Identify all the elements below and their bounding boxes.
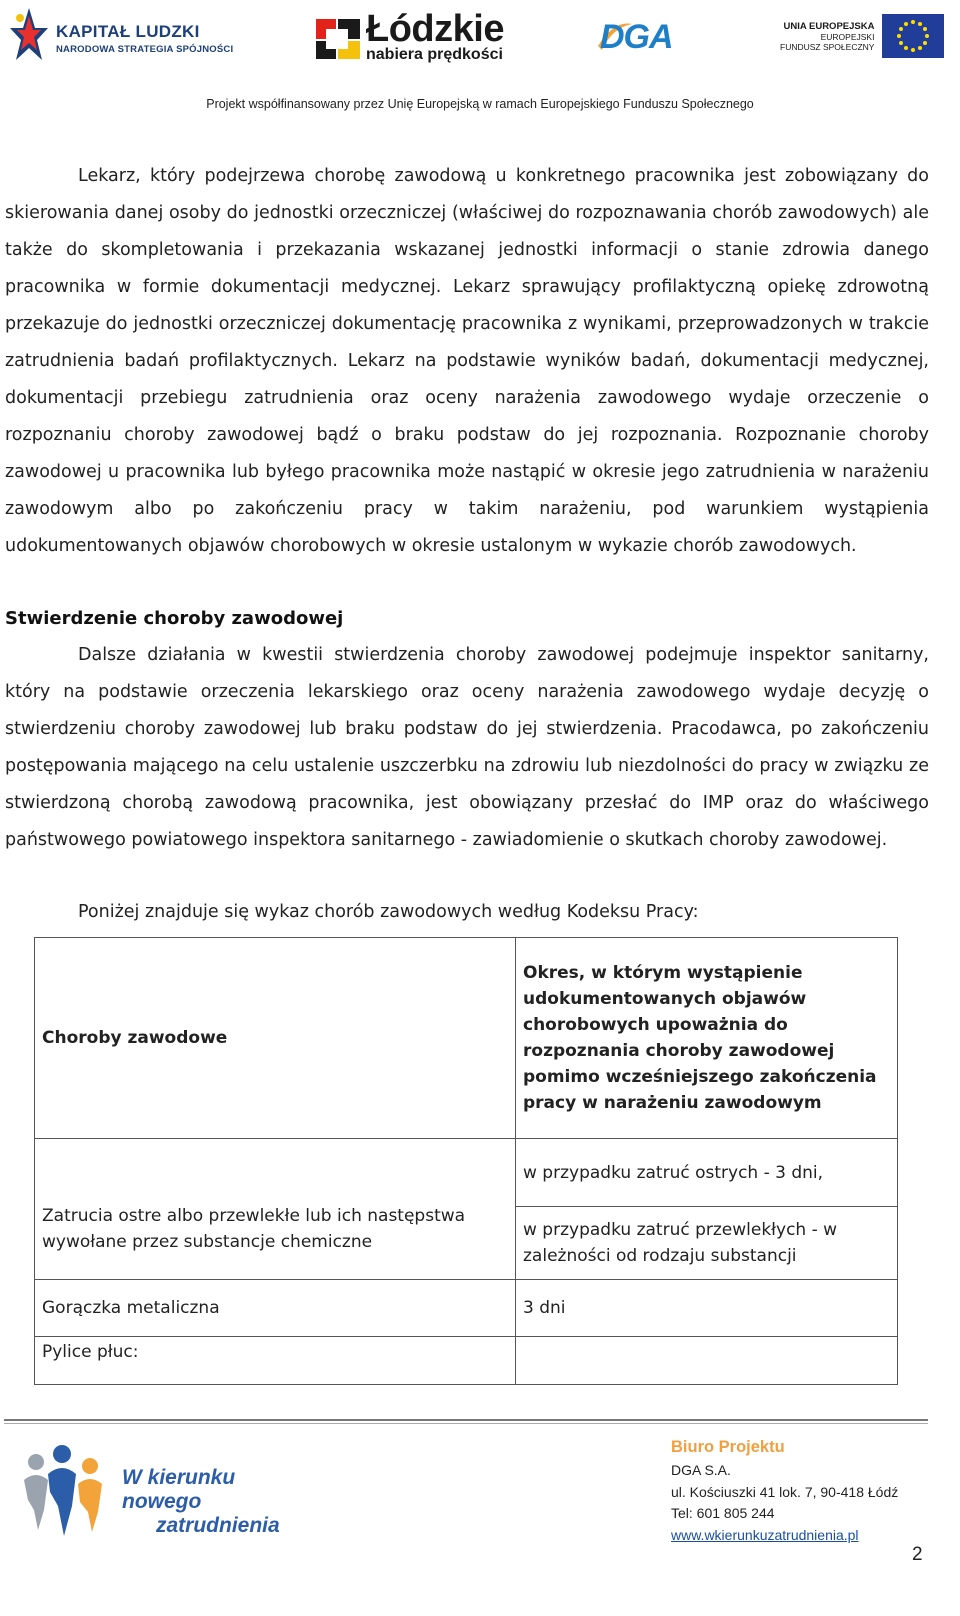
office-phone: Tel: 601 805 244	[671, 1505, 775, 1521]
table-row	[35, 1139, 898, 1207]
lodzkie-subtitle: nabiera prędkości	[366, 46, 503, 63]
w-kierunku-logo	[14, 1440, 314, 1540]
paragraph-confirmation	[5, 637, 929, 859]
kapital-ludzki-star-icon	[8, 6, 50, 70]
website-link[interactable]: www.wkierunkuzatrudnienia.pl	[671, 1526, 859, 1543]
paragraph-1-text: Lekarz, który podejrzewa chorobę zawodową u konkretnego pracownika jest zobowiązany do skierowania danej osoby do jednostki orzeczniczej (właściwej do rozpoznawania chorób zawodowych) ale także do skompletowania i przekazania wskazanej jednostki informacji o stanie zdrowia danego pracownika w formie dokumentacji medycznej. Lekarz sprawujący profilaktyczną opiekę zdrowotną przekazuje do jednostki orzeczniczej dokumentację pracownika z wynikami, przeprowadzonych w trakcie zatrudnienia badań profilaktycznych. Lekarz na podstawie wyników badań, dokumentacji medycznej, dokumentacji przebiegu zatrudnienia oraz oceny narażenia zawodowego wydaje orzeczenie o rozpoznaniu choroby zawodowej bądź o braku podstaw do jej rozpoznania. Rozpoznanie choroby zawodowej u pracownika lub byłego pracownika może nastąpić w okresie jego zatrudnienia w narażeniu zawodowym albo po zakończeniu pracy w takim narażeniu, pod warunkiem wystąpienia udokumentowanych objawów chorobowych w okresie ustalonym w wykazie chorób zawodowych.	[5, 166, 929, 556]
dga-text: DGA	[600, 18, 673, 56]
w-kierunku-text	[122, 1466, 314, 1538]
project-cofinancing-line: Projekt współfinansowany przez Unię Europejską w ramach Europejskiego Funduszu Społecznego	[206, 97, 754, 111]
period-cell-pneumoconiosis	[516, 1337, 898, 1385]
footer-divider	[4, 1419, 928, 1424]
office-company: DGA S.A.	[671, 1462, 731, 1478]
period-cell-chronic: w przypadku zatruć przewlekłych - w zależności od rodzaju substancji	[516, 1207, 898, 1280]
eu-line-1: UNIA EUROPEJSKA	[783, 20, 875, 32]
kapital-ludzki-logo	[8, 6, 233, 70]
page-number: 2	[912, 1544, 923, 1565]
lodzkie-mark-icon	[316, 15, 362, 61]
w-kierunku-line-1: W kierunku nowego	[122, 1466, 236, 1513]
header-cell-period: Okres, w którym wystąpienie udokumentowanych objawów chorobowych upoważnia do rozpoznania choroby zawodowej pomimo wcześniejszego zakończenia pracy w narażeniu zawodowym	[516, 938, 898, 1139]
kapital-ludzki-title: KAPITAŁ LUDZKI	[56, 21, 200, 41]
dga-logo	[600, 18, 673, 57]
section-heading: Stwierdzenie choroby zawodowej	[5, 608, 344, 629]
disease-text: Pylice płuc:	[42, 1342, 139, 1362]
paragraph-medical-procedure	[5, 158, 929, 565]
project-office-contact	[671, 1434, 898, 1546]
disease-cell-pneumoconiosis	[35, 1337, 516, 1385]
eu-flag-icon	[882, 14, 944, 58]
eu-line-3: FUNDUSZ SPOŁECZNY	[780, 41, 875, 52]
disease-cell-poisoning	[35, 1139, 516, 1280]
table-row	[35, 1280, 898, 1337]
table-intro-line: Poniżej znajduje się wykaz chorób zawodowych według Kodeksu Pracy:	[78, 902, 699, 922]
w-kierunku-line-2: zatrudnienia	[156, 1514, 280, 1537]
office-address: ul. Kościuszki 41 lok. 7, 90-418 Łódź	[671, 1483, 899, 1500]
occupational-diseases-table	[34, 937, 898, 1385]
eu-logo	[780, 14, 944, 58]
page-header	[0, 0, 960, 125]
paragraph-2-text: Dalsze działania w kwestii stwierdzenia choroby zawodowej podejmuje inspektor sanitarny, który na podstawie orzeczenia lekarskiego oraz oceny narażenia zawodowego wydaje decyzję o stwierdzeniu choroby zawodowej lub braku podstaw do jej stwierdzenia. Pracodawca, po zakończeniu postępowania mającego na celu ustalenie uszczerbku na zdrowiu lub niezdolności do pracy w związku ze stwierdzoną chorobą zawodową pracownika, jest obowiązany przesłać do IMP oraz do właściwego państwowego powiatowego inspektora sanitarnego - zawiadomienie o skutkach choroby zawodowej.	[5, 645, 929, 850]
eu-line-2: EUROPEJSKI	[820, 31, 875, 42]
people-figures-icon	[14, 1440, 114, 1540]
kapital-ludzki-subtitle: NARODOWA STRATEGIA SPÓJNOŚCI	[56, 43, 234, 55]
table-row	[35, 1337, 898, 1385]
period-cell-acute: w przypadku zatruć ostrych - 3 dni,	[516, 1139, 898, 1207]
table-header-row	[35, 938, 898, 1139]
period-cell-metal-fever: 3 dni	[516, 1280, 898, 1337]
lodzkie-title: Łódzkie	[366, 8, 504, 50]
lodzkie-logo	[316, 8, 504, 64]
disease-cell-metal-fever: Gorączka metaliczna	[35, 1280, 516, 1337]
disease-text: Zatrucia ostre albo przewlekłe lub ich następstwa wywołane przez substancje chemiczne	[42, 1206, 466, 1252]
header-cell-diseases: Choroby zawodowe	[35, 938, 516, 1139]
office-title: Biuro Projektu	[671, 1438, 785, 1456]
